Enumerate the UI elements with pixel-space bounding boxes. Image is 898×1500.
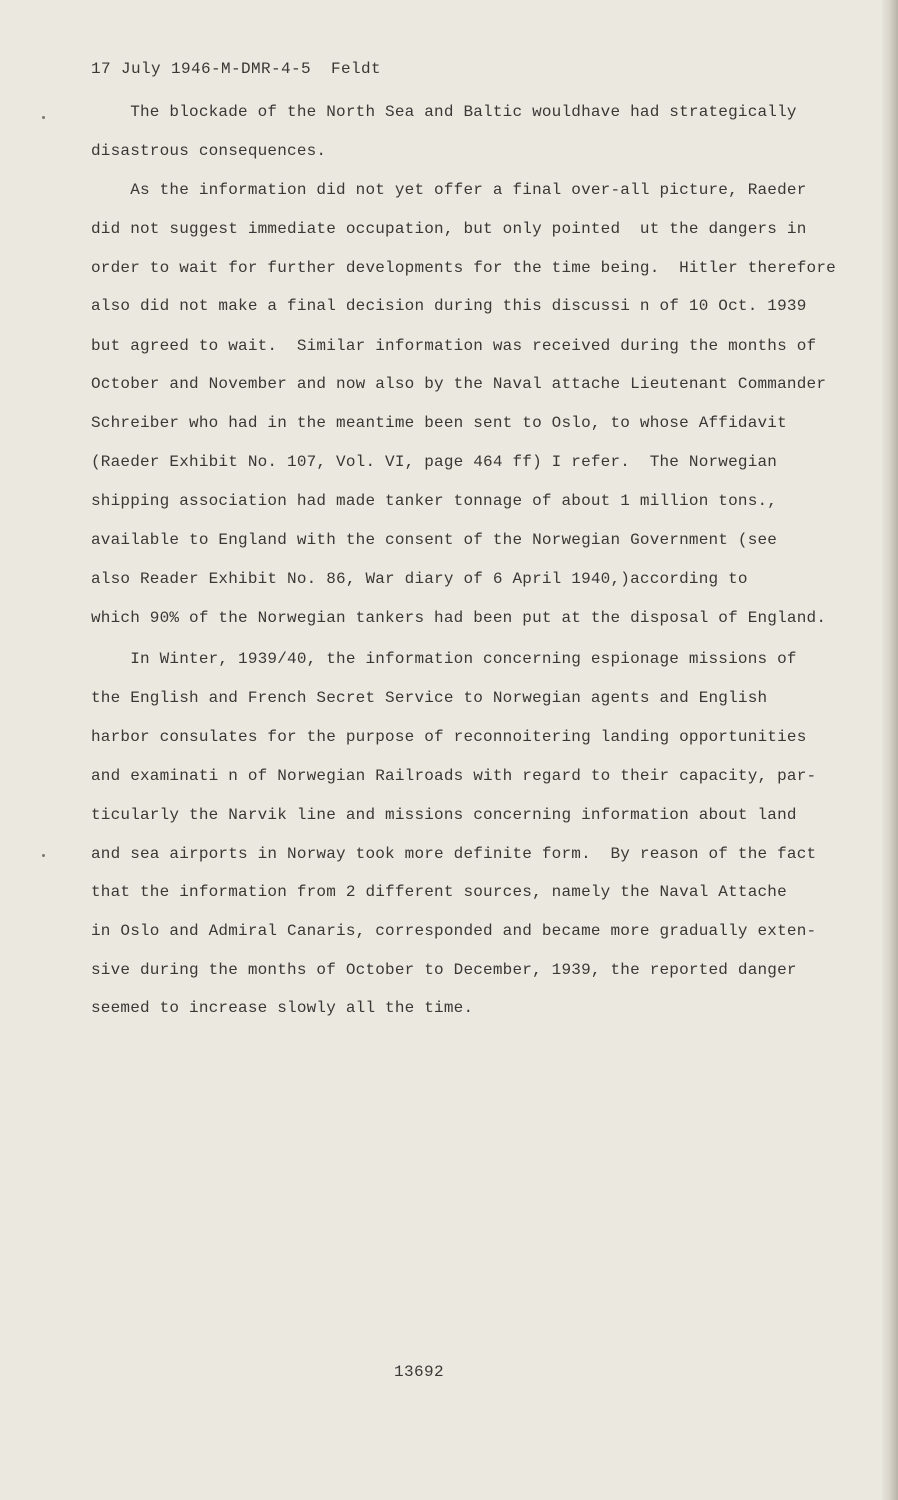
- text-line: In Winter, 1939/40, the information concerning espionage missions of: [91, 650, 797, 668]
- text-line: shipping association had made tanker tonnage of about 1 million tons.,: [91, 492, 778, 510]
- text-line: did not suggest immediate occupation, but only pointed ut the dangers in: [91, 220, 807, 238]
- text-line: that the information from 2 different sources, namely the Naval Attache: [91, 883, 787, 901]
- text-line: which 90% of the Norwegian tankers had been put at the disposal of England.: [91, 609, 827, 627]
- page-edge-shadow: [882, 0, 898, 1500]
- text-line: October and November and now also by the Naval attache Lieutenant Commander: [91, 375, 827, 393]
- text-line: in Oslo and Admiral Canaris, corresponded and became more gradually exten-: [91, 922, 817, 940]
- text-line: Schreiber who had in the meantime been sent to Oslo, to whose Affidavit: [91, 414, 787, 432]
- text-line: also Reader Exhibit No. 86, War diary of 6 April 1940,)according to: [91, 570, 748, 588]
- text-line: As the information did not yet offer a final over-all picture, Raeder: [91, 181, 807, 199]
- text-line: seemed to increase slowly all the time.: [91, 999, 474, 1017]
- text-line: disastrous consequences.: [91, 142, 327, 160]
- text-line: but agreed to wait. Similar information was received during the months of: [91, 337, 817, 355]
- text-line: sive during the months of October to December, 1939, the reported danger: [91, 961, 797, 979]
- text-line: (Raeder Exhibit No. 107, Vol. VI, page 464 ff) I refer. The Norwegian: [91, 453, 778, 471]
- text-line: and examinati n of Norwegian Railroads with regard to their capacity, par-: [91, 767, 817, 785]
- text-line: and sea airports in Norway took more definite form. By reason of the fact: [91, 845, 817, 863]
- text-line: the English and French Secret Service to Norwegian agents and English: [91, 689, 768, 707]
- margin-mark: [42, 854, 45, 857]
- text-line: harbor consulates for the purpose of reconnoitering landing opportunities: [91, 728, 807, 746]
- text-line: The blockade of the North Sea and Baltic wouldhave had strategically: [91, 103, 797, 121]
- text-line: available to England with the consent of the Norwegian Government (see: [91, 531, 778, 549]
- text-line: order to wait for further developments for the time being. Hitler therefore: [91, 259, 836, 277]
- page-number: 13692: [394, 1363, 445, 1381]
- document-header: 17 July 1946-M-DMR-4-5 Feldt: [91, 60, 382, 78]
- text-line: ticularly the Narvik line and missions concerning information about land: [91, 806, 797, 824]
- text-line: also did not make a final decision during this discussi n of 10 Oct. 1939: [91, 297, 807, 315]
- margin-mark: [42, 116, 45, 119]
